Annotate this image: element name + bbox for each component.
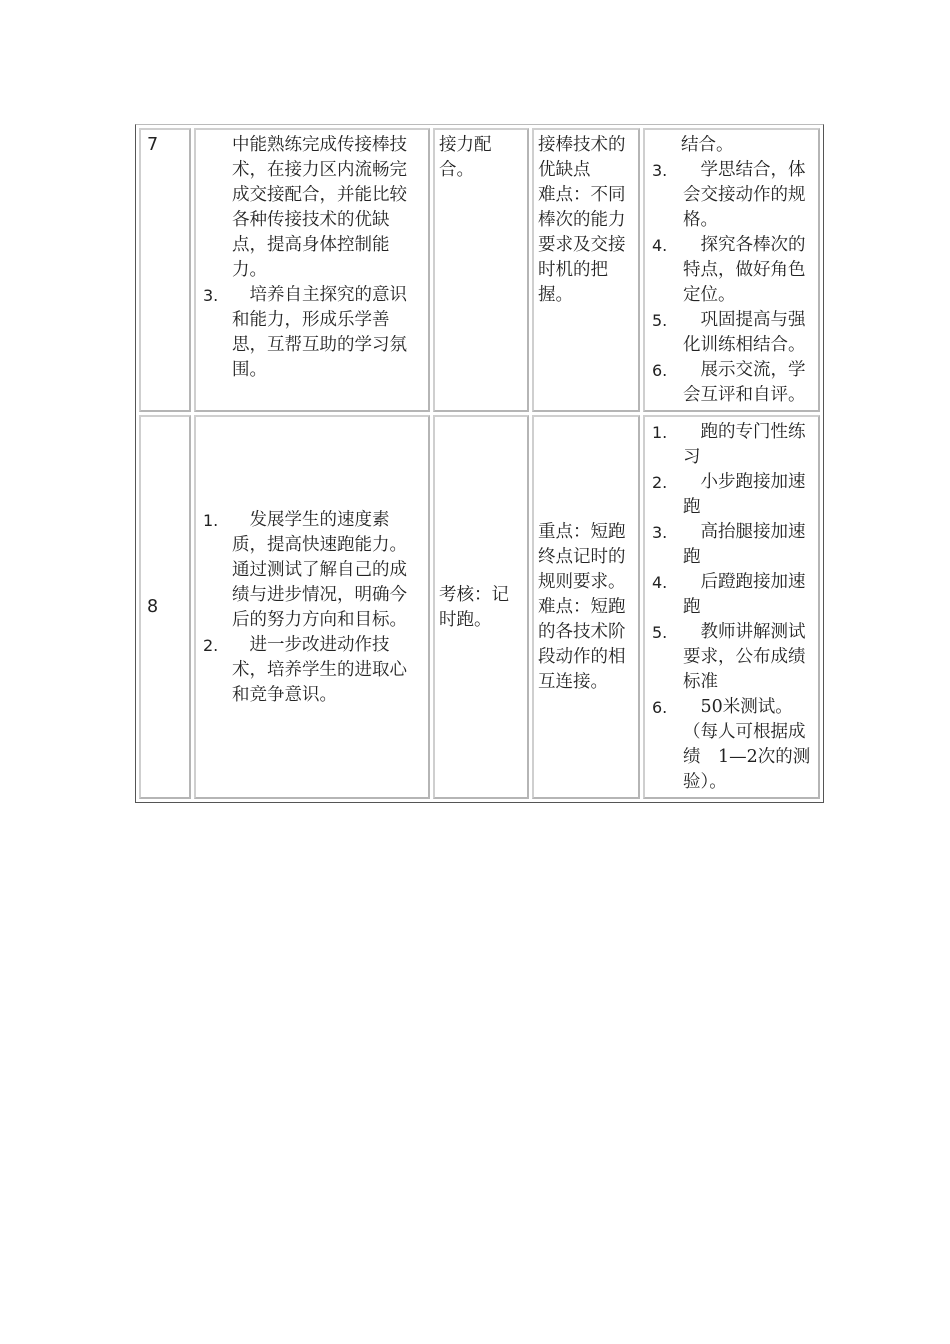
goal-list [200, 508, 424, 708]
list-item-text: 探究各棒次的特点，做好角色定位。 [683, 235, 806, 305]
key-points-text: 重点：短跑终点记时的规则要求。 难点：短跑的各技术阶段动作的相互连接。 [538, 522, 626, 692]
content-cell [433, 128, 529, 412]
list-item-text: 巩固提高与强化训练相结合。 [683, 310, 806, 355]
list-item [200, 283, 424, 383]
steps-cell [643, 128, 820, 412]
list-number: 6. [652, 361, 668, 380]
list-number: 3. [652, 161, 668, 180]
table-row [139, 415, 820, 799]
list-item [649, 233, 814, 308]
list-number: 4. [652, 236, 668, 255]
steps-list [649, 420, 814, 795]
content-text: 考核：记时跑。 [439, 584, 509, 630]
key-points-cell [532, 128, 640, 412]
list-number: 3. [652, 523, 668, 542]
list-item-text: 学思结合，体会交接动作的规格。 [683, 160, 806, 230]
list-item [649, 420, 814, 470]
list-item-text: 50米测试。（每人可根据成绩 1—2次的测验）。 [683, 697, 811, 792]
list-item [649, 470, 814, 520]
list-number: 5. [652, 311, 668, 330]
list-item-text: 发展学生的速度素质，提高快速跑能力。通过测试了解自己的成绩与进步情况，明确今后的努力方向和目标。 [232, 509, 407, 630]
list-number: 2. [203, 635, 219, 655]
steps-cell [643, 415, 820, 799]
goal-list [200, 283, 424, 383]
list-item-text: 进一步改进动作技术，培养学生的进取心和竞争意识。 [232, 634, 407, 705]
lesson-number-cell [139, 415, 191, 799]
list-number: 3. [203, 286, 219, 305]
list-item [649, 308, 814, 358]
key-points-cell [532, 415, 640, 799]
list-item-text: 跑的专门性练习 [683, 422, 806, 467]
steps-continuation-text: 结合。 [681, 135, 734, 155]
list-item [649, 520, 814, 570]
list-item-text: 展示交流，学会互评和自评。 [683, 360, 806, 405]
goal-cell [194, 415, 430, 799]
list-item [649, 695, 814, 795]
list-number: 6. [652, 698, 668, 717]
list-item [200, 633, 424, 708]
key-points-text: 接棒技术的优缺点 难点：不同棒次的能力要求及交接时机的把握。 [538, 135, 626, 305]
lesson-number: 8 [147, 597, 159, 617]
list-item-text: 后蹬跑接加速跑 [683, 572, 806, 617]
list-item [649, 570, 814, 620]
list-item [649, 620, 814, 695]
list-item-text: 高抬腿接加速跑 [683, 522, 806, 567]
content-text: 接力配合。 [439, 135, 492, 180]
list-number: 4. [652, 573, 668, 592]
lesson-number: 7 [147, 135, 159, 155]
list-number: 1. [652, 423, 668, 442]
list-number: 5. [652, 623, 668, 642]
content-cell [433, 415, 529, 799]
list-item-text: 培养自主探究的意识和能力，形成乐学善思，互帮互助的学习氛围。 [232, 285, 407, 380]
steps-list [649, 158, 814, 408]
goal-cell [194, 128, 430, 412]
list-item-text: 小步跑接加速跑 [683, 472, 806, 517]
goal-continuation-text: 中能熟练完成传接棒技术，在接力区内流畅完成交接配合，并能比较各种传接技术的优缺点，提高身体控制能力。 [232, 135, 407, 280]
list-item [200, 508, 424, 633]
list-item-text: 教师讲解测试要求，公布成绩标准 [683, 622, 806, 692]
table-row [139, 128, 820, 412]
list-number: 2. [652, 473, 668, 492]
lesson-number-cell [139, 128, 191, 412]
lesson-plan-table [135, 124, 824, 803]
list-number: 1. [203, 510, 219, 530]
list-item [649, 158, 814, 233]
list-item [649, 358, 814, 408]
